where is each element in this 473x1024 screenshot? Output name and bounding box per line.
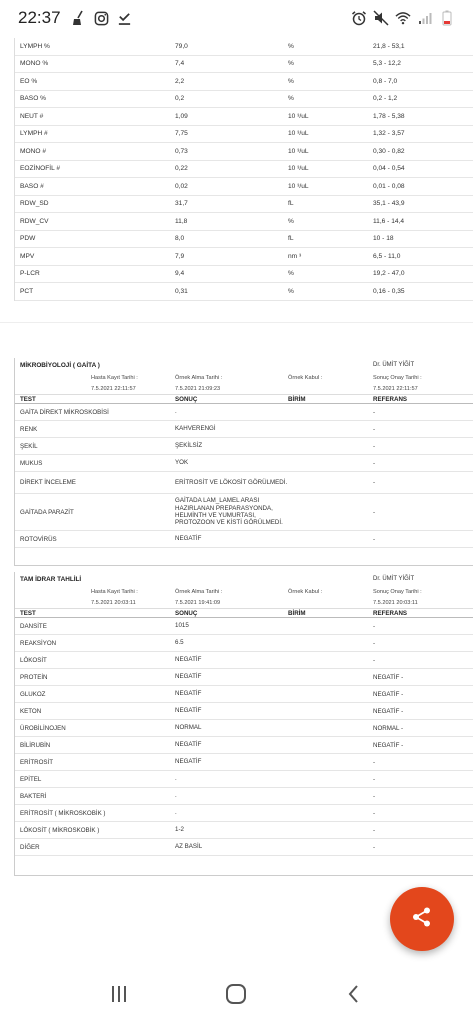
cell-result: NEGATİF	[175, 690, 202, 698]
cell-unit: 10 ³/uL	[288, 147, 309, 155]
table-row	[15, 754, 473, 771]
cell-ref: 0,01 - 0,08	[373, 182, 405, 190]
doctor-name: Dr. ÜMİT YİĞİT	[373, 362, 415, 368]
cell-result: 1,09	[175, 112, 188, 120]
cell-ref: -	[373, 758, 376, 766]
cell-test: GLUKOZ	[20, 690, 46, 698]
panel-title: MİKROBİYOLOJİ ( GAİTA )	[20, 361, 100, 369]
cell-test: LÖKOSİT	[20, 656, 47, 664]
cell-result: 2,2	[175, 77, 185, 85]
cell-test: LYMPH #	[20, 130, 48, 138]
meta-values: 7.5.2021 20:03:11 7.5.2021 19:41:09 7.5.2021 20:03:11	[91, 599, 418, 606]
share-button[interactable]	[390, 887, 454, 951]
cell-ref: -	[373, 459, 376, 467]
cell-test: DANSİTE	[20, 622, 47, 630]
cell-result: NEGATİF	[175, 656, 202, 664]
cell-unit: 10 ³/uL	[288, 165, 309, 173]
cell-ref: -	[373, 535, 376, 543]
cell-result: NORMAL	[175, 724, 202, 732]
cell-unit: %	[288, 287, 294, 295]
panel-title: TAM İDRAR TAHLİLİ	[20, 575, 82, 583]
table-row	[15, 822, 473, 839]
table-row	[15, 404, 473, 421]
cell-result: 11,8	[175, 217, 188, 225]
broom-icon	[71, 10, 87, 26]
cell-test: ERİTROSİT	[20, 758, 54, 766]
cell-test: PROTEİN	[20, 673, 48, 681]
cell-ref: -	[373, 408, 376, 416]
cell-result: 6.5	[175, 639, 184, 647]
navigation-bar	[0, 968, 473, 1024]
cell-ref: NEGATİF -	[373, 673, 404, 681]
mute-icon	[373, 10, 389, 26]
cell-ref: -	[373, 508, 376, 516]
table-row	[15, 720, 473, 737]
tam-idrar-panel	[14, 572, 473, 876]
cell-test: RENK	[20, 425, 38, 433]
cell-test: DİĞER	[20, 843, 40, 851]
cell-unit: %	[288, 217, 294, 225]
table-row	[15, 266, 473, 284]
recents-button[interactable]	[99, 976, 139, 1016]
table-row	[15, 213, 473, 231]
cell-ref: 6,5 - 11,0	[373, 252, 401, 260]
cell-result: .	[175, 408, 177, 416]
instagram-icon	[94, 10, 110, 26]
table-row	[15, 455, 473, 472]
cell-unit: %	[288, 42, 294, 50]
cell-result: AZ BASİL	[175, 843, 203, 851]
cell-test: MPV	[20, 252, 35, 260]
meta-labels: Hasta Kayıt Tarihi : Örnek Alma Tarihi : Örnek Kabul : Sonuç Onay Tarihi :	[91, 588, 422, 595]
table-header: TEST SONUÇ BİRİM REFERANS	[15, 608, 473, 618]
share-icon	[411, 906, 433, 933]
cell-result: NEGATİF	[175, 673, 202, 681]
table-row	[15, 652, 473, 669]
cell-result: 31,7	[175, 200, 188, 208]
cell-test: RDW_CV	[20, 217, 49, 225]
battery-icon	[439, 10, 455, 26]
table-row	[15, 108, 473, 126]
cell-unit: nm ³	[288, 252, 302, 260]
table-row	[15, 56, 473, 74]
cell-test: ERİTROSİT ( MİKROSKOBİK )	[20, 809, 106, 817]
cell-unit: 10 ³/uL	[288, 130, 309, 138]
cell-ref: -	[373, 656, 376, 664]
cell-test: MONO #	[20, 147, 47, 155]
cell-ref: 1,32 - 3,57	[373, 130, 405, 138]
cell-test: MUKUS	[20, 459, 43, 467]
cell-result: 1-2	[175, 826, 184, 834]
cell-result: NEGATİF	[175, 535, 202, 543]
table-row	[15, 248, 473, 266]
cell-result: GAİTADA LAM_LAMEL ARASI HAZIRLANAN PREPARASYONDA, HELMİNTH VE YUMURTASI, PROTOZOON VE KİSTİ GÖRÜLMEDİ.	[175, 497, 283, 527]
cell-ref: -	[373, 843, 376, 851]
cell-ref: 0,8 - 7,0	[373, 77, 398, 85]
table-row	[15, 143, 473, 161]
table-row	[15, 472, 473, 494]
table-row	[15, 38, 473, 56]
cell-unit: %	[288, 77, 294, 85]
cell-ref: -	[373, 639, 376, 647]
cell-test: EPİTEL	[20, 775, 42, 783]
cell-result: ŞEKİLSİZ	[175, 442, 203, 450]
cell-ref: -	[373, 425, 376, 433]
table-row	[15, 161, 473, 179]
cell-ref: NEGATİF -	[373, 707, 404, 715]
cell-test: ÜROBİLİNOJEN	[20, 724, 66, 732]
wifi-icon	[395, 10, 411, 26]
cell-test: REAKSİYON	[20, 639, 57, 647]
table-row	[15, 178, 473, 196]
cell-test: BAKTERİ	[20, 792, 47, 800]
cell-test: EO %	[20, 77, 38, 85]
cell-result: 0,73	[175, 147, 188, 155]
cell-ref: NORMAL -	[373, 724, 404, 732]
table-row	[15, 438, 473, 455]
cell-ref: 5,3 - 12,2	[373, 60, 401, 68]
cell-ref: -	[373, 622, 376, 630]
cell-ref: 11,6 - 14,4	[373, 217, 405, 225]
table-row	[15, 839, 473, 856]
cell-unit: fL	[288, 200, 294, 208]
home-icon	[225, 983, 247, 1010]
home-button[interactable]	[216, 976, 256, 1016]
cell-unit: %	[288, 270, 294, 278]
cell-ref: 0,04 - 0,54	[373, 165, 405, 173]
mikrobiyoloji-panel	[14, 358, 473, 566]
cell-result: 0,2	[175, 95, 185, 103]
cell-test: LÖKOSİT ( MİKROSKOBİK )	[20, 826, 100, 834]
status-bar	[0, 0, 473, 36]
cell-test: GAİTA DİREKT MİKROSKOBİSİ	[20, 408, 109, 416]
cell-ref: -	[373, 792, 376, 800]
meta-labels: Hasta Kayıt Tarihi : Örnek Alma Tarihi : Örnek Kabul : Sonuç Onay Tarihi :	[91, 374, 422, 381]
cell-result: NEGATİF	[175, 707, 202, 715]
cell-ref: -	[373, 442, 376, 450]
table-row	[15, 494, 473, 531]
cell-result: 7,75	[175, 130, 188, 138]
cell-ref: 19,2 - 47,0	[373, 270, 405, 278]
cell-test: KETON	[20, 707, 42, 715]
cell-result: YOK	[175, 459, 189, 467]
cell-result: 7,9	[175, 252, 185, 260]
cell-ref: 1,78 - 5,38	[373, 112, 405, 120]
cell-result: NEGATİF	[175, 741, 202, 749]
cell-ref: -	[373, 826, 376, 834]
table-row	[15, 126, 473, 144]
cell-result: 79,0	[175, 42, 188, 50]
hemogram-table	[14, 38, 473, 301]
cell-unit: fL	[288, 235, 294, 243]
cell-test: NEUT #	[20, 112, 44, 120]
doctor-name: Dr. ÜMİT YİĞİT	[373, 576, 415, 582]
cell-ref: 0,16 - 0,35	[373, 287, 405, 295]
table-row	[15, 421, 473, 438]
cell-ref: NEGATİF -	[373, 741, 404, 749]
cell-result: 8,0	[175, 235, 185, 243]
table-row	[15, 531, 473, 548]
back-button[interactable]	[334, 976, 374, 1016]
table-row	[15, 196, 473, 214]
cell-result: 9,4	[175, 270, 185, 278]
table-row	[15, 91, 473, 109]
cell-test: GAİTADA PARAZİT	[20, 508, 74, 516]
cell-result: 0,22	[175, 165, 188, 173]
cell-test: RDW_SD	[20, 200, 49, 208]
cell-unit: 10 ³/uL	[288, 112, 309, 120]
alarm-icon	[351, 10, 367, 26]
cell-ref: 0,30 - 0,82	[373, 147, 405, 155]
cell-result: .	[175, 809, 177, 817]
cell-test: BİLİRUBİN	[20, 741, 51, 749]
cell-result: ERİTROSİT VE LÖKOSİT GÖRÜLMEDİ.	[175, 478, 288, 486]
page-break	[0, 322, 473, 356]
cell-unit: %	[288, 95, 294, 103]
cell-test: ROTOVİRÜS	[20, 535, 57, 543]
cell-unit: %	[288, 60, 294, 68]
cell-unit: 10 ³/uL	[288, 182, 309, 190]
table-row	[15, 788, 473, 805]
table-row	[15, 771, 473, 788]
cell-ref: 0,2 - 1,2	[373, 95, 398, 103]
cell-test: EOZİNOFİL #	[20, 165, 61, 173]
cell-result: 1015	[175, 622, 189, 630]
back-icon	[344, 984, 364, 1009]
cell-test: BASO #	[20, 182, 44, 190]
cell-result: .	[175, 775, 177, 783]
cell-ref: 35,1 - 43,9	[373, 200, 405, 208]
table-row	[15, 231, 473, 249]
cell-result: NEGATİF	[175, 758, 202, 766]
table-row	[15, 283, 473, 301]
signal-icon	[417, 10, 433, 26]
status-time: 22:37	[18, 8, 61, 27]
table-row	[15, 635, 473, 652]
table-row	[15, 618, 473, 635]
cell-ref: -	[373, 775, 376, 783]
table-row	[15, 703, 473, 720]
cell-ref: 10 - 18	[373, 235, 394, 243]
table-row	[15, 737, 473, 754]
table-row	[15, 73, 473, 91]
meta-values: 7.5.2021 22:11:57 7.5.2021 21:09:23 7.5.2021 22:11:57	[91, 385, 418, 392]
cell-test: PCT	[20, 287, 34, 295]
check-download-icon	[117, 10, 133, 26]
recents-icon	[109, 984, 129, 1009]
table-header: TEST SONUÇ BİRİM REFERANS	[15, 394, 473, 404]
cell-ref: 21,8 - 53,1	[373, 42, 405, 50]
cell-test: PDW	[20, 235, 36, 243]
cell-result: 0,02	[175, 182, 188, 190]
cell-test: DİREKT İNCELEME	[20, 479, 76, 486]
cell-ref: -	[373, 809, 376, 817]
cell-test: P-LCR	[20, 270, 40, 278]
cell-test: MONO %	[20, 60, 49, 68]
cell-ref: NEGATİF -	[373, 690, 404, 698]
cell-result: 7,4	[175, 60, 185, 68]
cell-result: .	[175, 792, 177, 800]
cell-result: KAHVERENGİ	[175, 425, 216, 433]
cell-test: LYMPH %	[20, 42, 50, 50]
cell-test: BASO %	[20, 95, 47, 103]
table-row	[15, 686, 473, 703]
cell-test: ŞEKİL	[20, 442, 38, 450]
table-row	[15, 805, 473, 822]
cell-ref: -	[373, 479, 376, 486]
cell-result: 0,31	[175, 287, 188, 295]
table-row	[15, 669, 473, 686]
